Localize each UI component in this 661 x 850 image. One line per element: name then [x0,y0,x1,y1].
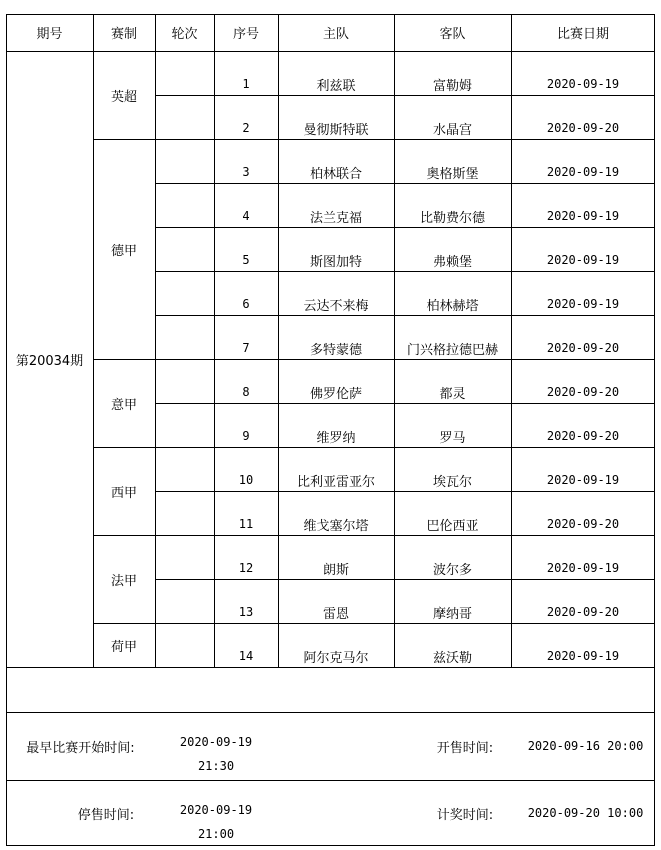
match-date: 2020-09-20 [546,385,620,399]
header-date: 比赛日期 [556,27,609,42]
match-away-team: 兹沃勒 [432,650,472,666]
league-name: 德甲 [110,243,137,259]
match-schedule-table [6,14,655,846]
match-date: 2020-09-20 [546,429,620,443]
grid-line [214,491,655,492]
header-round: 轮次 [171,27,198,42]
grid-line [214,403,655,404]
grid-line [93,359,655,360]
match-home-team: 佛罗伦萨 [309,386,362,402]
grid-line [155,403,214,404]
match-date: 2020-09-20 [546,341,620,355]
grid-line [214,579,655,580]
match-home-team: 维戈塞尔塔 [303,518,369,534]
match-date: 2020-09-19 [546,209,620,223]
match-away-team: 罗马 [439,430,466,446]
league-name: 意甲 [110,397,137,413]
match-home-team: 利兹联 [316,78,356,94]
grid-line [155,227,214,228]
sale-close-time: 21:00 [197,827,235,841]
match-home-team: 雷恩 [322,606,349,622]
sale-open-value: 2020-09-16 20:00 [527,739,644,753]
match-home-team: 阿尔克马尔 [303,650,369,666]
match-away-team: 水晶宫 [432,122,472,138]
league-name: 西甲 [110,485,137,501]
match-date: 2020-09-19 [546,165,620,179]
grid-line [93,447,655,448]
grid-line [214,14,215,667]
grid-line [155,579,214,580]
header-period: 期号 [36,27,63,42]
match-home-team: 曼彻斯特联 [303,122,369,138]
match-away-team: 弗赖堡 [432,254,472,270]
match-away-team: 柏林赫塔 [426,298,479,314]
header-away: 客队 [439,27,466,42]
match-seq: 3 [242,165,250,179]
sale-close-label: 停售时间: [77,807,135,823]
match-away-team: 埃瓦尔 [432,474,472,490]
grid-line [214,315,655,316]
match-seq: 10 [238,473,254,487]
grid-line [214,271,655,272]
grid-line [155,183,214,184]
match-home-team: 法兰克福 [309,210,362,226]
match-away-team: 富勒姆 [432,78,472,94]
match-home-team: 朗斯 [322,562,349,578]
grid-line [155,315,214,316]
draw-time-label: 计奖时间: [436,807,494,823]
league-name: 英超 [110,89,137,105]
grid-line [214,95,655,96]
earliest-start-date: 2020-09-19 [179,735,253,749]
league-name: 荷甲 [110,639,137,655]
grid-line [6,780,655,781]
match-seq: 2 [242,121,250,135]
grid-line [93,535,655,536]
match-date: 2020-09-20 [546,605,620,619]
match-date: 2020-09-19 [546,77,620,91]
match-date: 2020-09-19 [546,253,620,267]
header-league: 赛制 [110,27,137,42]
earliest-start-label: 最早比赛开始时间: [26,740,135,756]
match-seq: 9 [242,429,250,443]
grid-line [93,623,655,624]
match-date: 2020-09-19 [546,561,620,575]
header-seq: 序号 [232,27,259,42]
match-seq: 14 [238,649,254,663]
match-away-team: 门兴格拉德巴赫 [406,342,498,358]
grid-line [93,139,655,140]
match-away-team: 奥格斯堡 [426,166,479,182]
match-seq: 4 [242,209,250,223]
grid-line [6,712,655,713]
match-home-team: 云达不来梅 [303,298,369,314]
match-seq: 12 [238,561,254,575]
match-home-team: 斯图加特 [309,254,362,270]
match-seq: 6 [242,297,250,311]
grid-line [6,667,655,668]
match-home-team: 多特蒙德 [309,342,362,358]
sale-open-label: 开售时间: [436,740,494,756]
grid-line [155,271,214,272]
grid-line [511,14,512,667]
sale-close-date: 2020-09-19 [179,803,253,817]
match-seq: 8 [242,385,250,399]
header-home: 主队 [322,27,349,42]
match-date: 2020-09-20 [546,121,620,135]
match-date: 2020-09-19 [546,297,620,311]
match-date: 2020-09-19 [546,473,620,487]
grid-line [6,14,655,15]
league-name: 法甲 [110,573,137,589]
match-home-team: 维罗纳 [316,430,356,446]
match-home-team: 比利亚雷亚尔 [296,474,375,490]
match-seq: 7 [242,341,250,355]
grid-line [6,845,655,846]
grid-line [394,14,395,667]
match-away-team: 巴伦西亚 [426,518,479,534]
grid-line [155,491,214,492]
grid-line [6,51,655,52]
grid-line [6,14,7,846]
match-home-team: 柏林联合 [309,166,362,182]
grid-line [155,14,156,667]
match-away-team: 摩纳哥 [432,606,472,622]
match-seq: 1 [242,77,250,91]
period-value: 第20034期 [15,353,84,369]
match-away-team: 比勒费尔德 [419,210,485,226]
match-seq: 13 [238,605,254,619]
grid-line [278,14,279,667]
match-seq: 5 [242,253,250,267]
match-away-team: 波尔多 [432,562,472,578]
match-away-team: 都灵 [439,386,466,402]
grid-line [93,14,94,667]
match-date: 2020-09-19 [546,649,620,663]
earliest-start-time: 21:30 [197,759,235,773]
grid-line [155,95,214,96]
match-date: 2020-09-20 [546,517,620,531]
draw-time-value: 2020-09-20 10:00 [527,806,644,820]
match-seq: 11 [238,517,254,531]
grid-line [214,183,655,184]
grid-line [214,227,655,228]
